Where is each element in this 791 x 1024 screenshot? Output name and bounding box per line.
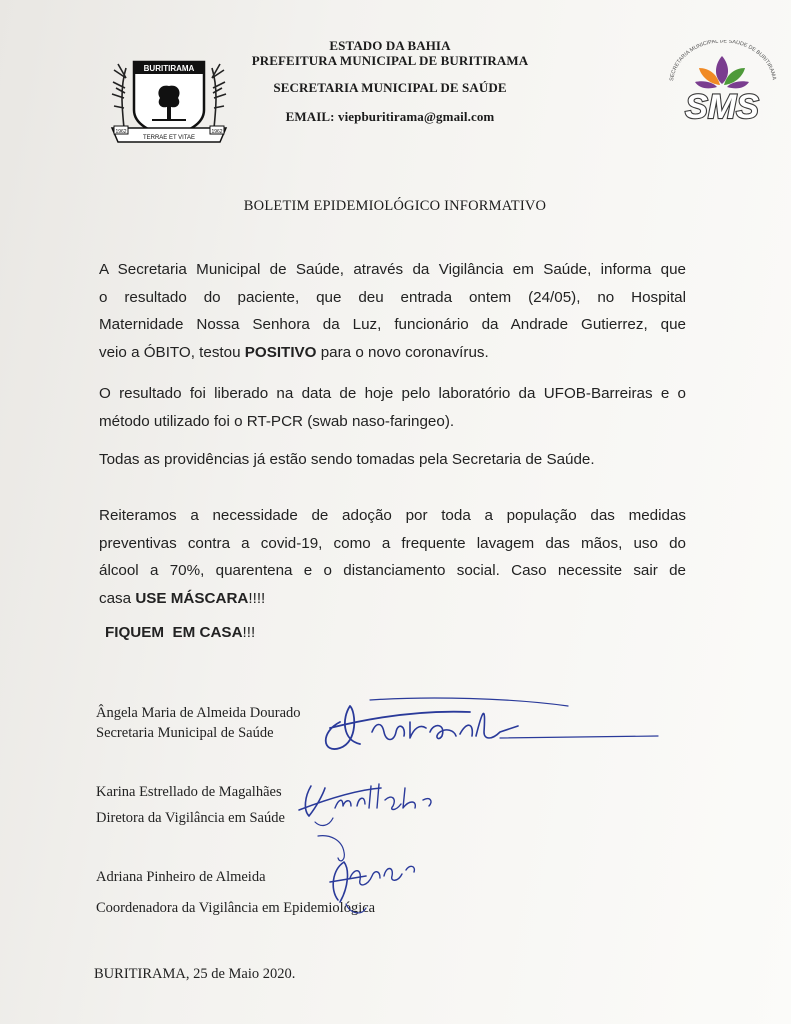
paragraph-1-line-1: A Secretaria Municipal de Saúde, através da Vigilância em Saúde, informa que [99, 261, 686, 278]
paragraph-1-line-3: Maternidade Nossa Senhora da Luz, funcionário da Andrade Gutierrez, que [99, 316, 686, 333]
header-secretariat: SECRETARIA MUNICIPAL DE SAÚDE [273, 80, 507, 95]
signatory-1-role: Secretaria Municipal de Saúde [96, 725, 274, 741]
signatory-1-name: Ângela Maria de Almeida Dourado [96, 705, 301, 721]
paragraph-1-line-2: o resultado do paciente, que deu entrada ontem (24/05), no Hospital [99, 288, 686, 306]
coat-motto: TERRAE ET VITAE [142, 135, 196, 141]
paragraph-4-line-1: Reiteramos a necessidade de adoção por toda a população das medidas [99, 507, 686, 524]
paragraph-4 [99, 502, 686, 612]
stay-home-bold: FIQUEM EM CASA [105, 624, 243, 641]
coat-year-left: 1962 [115, 129, 127, 135]
coat-banner-text: BURITIRAMA [143, 64, 195, 73]
paragraph-2 [99, 380, 686, 435]
stay-home-exclaim: !!! [242, 624, 256, 641]
use-mask-highlight: USE MÁSCARA [135, 589, 249, 607]
paragraph-4-line-4 [99, 585, 686, 613]
bulletin-title: BOLETIM EPIDEMIOLÓGICO INFORMATIVO [243, 198, 547, 214]
header-prefecture: PREFEITURA MUNICIPAL DE BURITIRAMA [251, 53, 529, 68]
signature-1 [310, 692, 670, 762]
signatory-2-role: Diretora da Vigilância em Saúde [96, 810, 285, 826]
paragraph-4-line-3: álcool a 70%, quarentena e o distanciamento social. Caso necessite sair de [99, 562, 686, 579]
paragraph-4-text-a: casa [99, 589, 136, 607]
paragraph-2-line-2: método utilizado foi o RT-PCR (swab naso-faringeo). [99, 412, 455, 430]
date-line: BURITIRAMA, 25 de Maio 2020. [94, 966, 296, 982]
signatory-2-name: Karina Estrellado de Magalhães [96, 784, 282, 800]
paragraph-1-text-a: veio a ÓBITO, testou [99, 343, 245, 361]
paragraph-4-text-b: !!!! [248, 589, 266, 607]
paragraph-4-line-2: preventivas contra a covid-19, como a frequente lavagem das mãos, uso do [99, 534, 686, 552]
signatory-3-role: Coordenadora da Vigilância em Epidemiológica [96, 900, 376, 916]
coat-year-right: 1962 [211, 129, 223, 135]
header-email: EMAIL: viepburitirama@gmail.com [285, 109, 495, 124]
lotus-flower-icon [655, 40, 785, 126]
paragraph-3: Todas as providências já estão sendo tomadas pela Secretaria de Saúde. [99, 451, 595, 468]
signature-2 [285, 766, 455, 836]
stay-home-notice [105, 624, 255, 641]
signature-3 [310, 830, 430, 920]
paragraph-2-line-1: O resultado foi liberado na data de hoje pelo laboratório da UFOB-Barreiras e o [99, 385, 686, 402]
sms-logo-text: SMS [685, 88, 759, 126]
header-state: ESTADO DA BAHIA [329, 38, 451, 53]
paragraph-1-text-b: para o novo coronavírus. [316, 343, 489, 361]
sms-arc-text: SECRETARIA MUNICIPAL DE SAÚDE DE BURITIRAMA [669, 40, 777, 82]
paragraph-1 [99, 256, 686, 366]
paragraph-1-line-4 [99, 339, 686, 367]
sms-logo [655, 40, 785, 126]
signatory-3-name: Adriana Pinheiro de Almeida [96, 869, 266, 885]
positive-highlight: POSITIVO [244, 343, 317, 361]
